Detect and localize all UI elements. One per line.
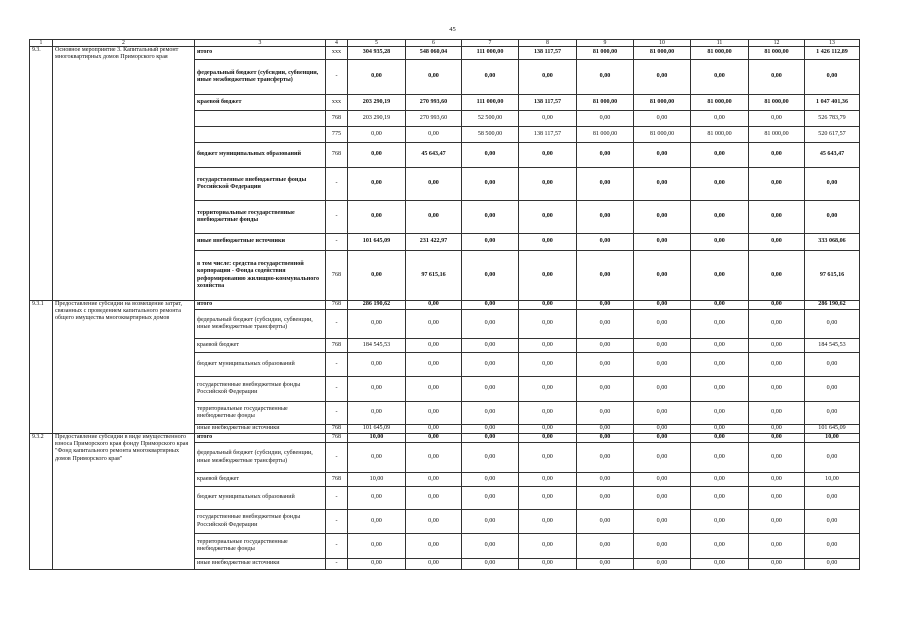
year-value: 0,00 (691, 510, 749, 534)
year-value: 0,00 (634, 201, 691, 234)
funding-source: федеральный бюджет (субсидии, субвенции, иные межбюджетные трансферты) (195, 60, 326, 95)
budget-code: 768 (326, 143, 348, 168)
year-value: 0,00 (749, 425, 805, 434)
funding-source: иные внебюджетные источники (195, 559, 326, 570)
year-value: 0,00 (749, 339, 805, 353)
year-value: 0,00 (691, 487, 749, 510)
year-value: 0,00 (749, 473, 805, 487)
year-value: 0,00 (519, 201, 577, 234)
funding-source: в том числе: средства государственной корпорации - Фонда содействия реформированию жилищно-коммунального хозяйства (195, 251, 326, 301)
year-value: 0,00 (634, 425, 691, 434)
funding-source: территориальные государственные внебюджетные фонды (195, 402, 326, 425)
budget-code: - (326, 487, 348, 510)
year-value: 0,00 (749, 534, 805, 559)
year-value: 138 117,57 (519, 47, 577, 60)
year-value: 0,00 (519, 168, 577, 201)
budget-code: 768 (326, 251, 348, 301)
year-value: 0,00 (519, 301, 577, 310)
column-number-cell: 4 (326, 40, 348, 47)
year-value: 0,00 (462, 201, 519, 234)
column-number-cell: 2 (53, 40, 195, 47)
year-value: 81 000,00 (749, 95, 805, 111)
year-value: 0,00 (519, 111, 577, 127)
year-value: 0,00 (749, 402, 805, 425)
year-value: 81 000,00 (691, 47, 749, 60)
table-row (30, 301, 860, 310)
year-value: 0,00 (348, 251, 406, 301)
funding-source: территориальные государственные внебюджетные фонды (195, 201, 326, 234)
year-value: 304 935,28 (348, 47, 406, 60)
year-value: 0,00 (634, 310, 691, 339)
year-value: 0,00 (519, 251, 577, 301)
year-value: 0,00 (406, 301, 462, 310)
year-value: 0,00 (749, 510, 805, 534)
year-value: 0,00 (519, 143, 577, 168)
year-value: 0,00 (462, 377, 519, 402)
year-value: 0,00 (634, 377, 691, 402)
year-value: 101 645,09 (348, 234, 406, 251)
budget-code: 768 (326, 301, 348, 310)
year-value: 0,00 (634, 111, 691, 127)
year-value: 0,00 (749, 234, 805, 251)
year-value: 270 993,60 (406, 111, 462, 127)
year-value: 52 500,00 (462, 111, 519, 127)
year-value: 0,00 (519, 402, 577, 425)
total-value: 184 545,53 (805, 339, 860, 353)
budget-code: - (326, 60, 348, 95)
year-value: 0,00 (749, 353, 805, 377)
year-value: 0,00 (406, 487, 462, 510)
total-value: 0,00 (805, 201, 860, 234)
year-value: 138 117,57 (519, 127, 577, 143)
total-value: 0,00 (805, 377, 860, 402)
column-number-cell: 11 (691, 40, 749, 47)
column-number-cell: 8 (519, 40, 577, 47)
year-value: 0,00 (577, 234, 634, 251)
year-value: 0,00 (691, 434, 749, 443)
year-value: 0,00 (348, 143, 406, 168)
item-name: Предоставление субсидии в виде имущественного взноса Приморского края фонду Приморского края "Фонд капитального ремонта многоквартирных домов Приморского края" (53, 434, 195, 570)
budget-code: 775 (326, 127, 348, 143)
year-value: 0,00 (348, 353, 406, 377)
year-value: 0,00 (406, 402, 462, 425)
year-value: 81 000,00 (634, 47, 691, 60)
budget-code: - (326, 377, 348, 402)
year-value: 0,00 (348, 534, 406, 559)
year-value: 0,00 (519, 353, 577, 377)
column-number-cell: 10 (634, 40, 691, 47)
year-value: 0,00 (462, 168, 519, 201)
year-value: 0,00 (577, 251, 634, 301)
total-value: 0,00 (805, 487, 860, 510)
year-value: 0,00 (691, 168, 749, 201)
column-number-cell: 5 (348, 40, 406, 47)
year-value: 0,00 (634, 168, 691, 201)
year-value: 0,00 (749, 168, 805, 201)
year-value: 0,00 (462, 60, 519, 95)
year-value: 0,00 (634, 534, 691, 559)
column-number-cell: 3 (195, 40, 326, 47)
year-value: 0,00 (634, 234, 691, 251)
year-value: 45 643,47 (406, 143, 462, 168)
year-value: 0,00 (519, 434, 577, 443)
year-value: 0,00 (577, 443, 634, 473)
year-value: 81 000,00 (577, 127, 634, 143)
funding-source (195, 127, 326, 143)
budget-code: - (326, 510, 348, 534)
total-value: 45 643,47 (805, 143, 860, 168)
year-value: 0,00 (348, 559, 406, 570)
budget-code: xxx (326, 47, 348, 60)
column-number-row (30, 40, 860, 47)
year-value: 0,00 (462, 143, 519, 168)
year-value: 0,00 (634, 487, 691, 510)
year-value: 0,00 (462, 443, 519, 473)
year-value: 0,00 (406, 434, 462, 443)
year-value: 0,00 (634, 559, 691, 570)
year-value: 0,00 (691, 353, 749, 377)
total-value: 0,00 (805, 60, 860, 95)
year-value: 0,00 (348, 127, 406, 143)
total-value: 526 783,79 (805, 111, 860, 127)
year-value: 0,00 (519, 425, 577, 434)
year-value: 0,00 (406, 377, 462, 402)
year-value: 0,00 (519, 339, 577, 353)
budget-code: 768 (326, 473, 348, 487)
year-value: 0,00 (634, 402, 691, 425)
year-value: 203 290,19 (348, 111, 406, 127)
budget-code: - (326, 201, 348, 234)
year-value: 81 000,00 (577, 95, 634, 111)
total-value: 0,00 (805, 443, 860, 473)
year-value: 0,00 (519, 473, 577, 487)
year-value: 0,00 (691, 251, 749, 301)
funding-source (195, 111, 326, 127)
year-value: 0,00 (749, 301, 805, 310)
item-number: 9.3.2 (30, 434, 53, 570)
year-value: 0,00 (519, 487, 577, 510)
budget-code: 768 (326, 434, 348, 443)
year-value: 0,00 (577, 301, 634, 310)
year-value: 184 545,53 (348, 339, 406, 353)
year-value: 0,00 (691, 111, 749, 127)
funding-source: иные внебюджетные источники (195, 425, 326, 434)
year-value: 0,00 (749, 111, 805, 127)
total-value: 0,00 (805, 559, 860, 570)
year-value: 0,00 (462, 339, 519, 353)
year-value: 0,00 (634, 443, 691, 473)
year-value: 0,00 (577, 201, 634, 234)
year-value: 0,00 (406, 559, 462, 570)
year-value: 0,00 (691, 534, 749, 559)
year-value: 0,00 (462, 251, 519, 301)
year-value: 0,00 (577, 510, 634, 534)
year-value: 0,00 (462, 353, 519, 377)
year-value: 0,00 (406, 353, 462, 377)
year-value: 0,00 (519, 559, 577, 570)
year-value: 0,00 (462, 301, 519, 310)
year-value: 0,00 (577, 168, 634, 201)
year-value: 270 993,60 (406, 95, 462, 111)
total-value: 101 645,09 (805, 425, 860, 434)
year-value: 0,00 (462, 402, 519, 425)
budget-code: - (326, 310, 348, 339)
budget-code: - (326, 443, 348, 473)
year-value: 0,00 (691, 377, 749, 402)
year-value: 0,00 (634, 301, 691, 310)
year-value: 231 422,97 (406, 234, 462, 251)
year-value: 0,00 (462, 434, 519, 443)
funding-source: итого (195, 47, 326, 60)
year-value: 0,00 (462, 534, 519, 559)
total-value: 1 047 401,36 (805, 95, 860, 111)
column-number-cell: 7 (462, 40, 519, 47)
funding-source: краевой бюджет (195, 473, 326, 487)
column-number-cell: 6 (406, 40, 462, 47)
year-value: 0,00 (634, 143, 691, 168)
year-value: 0,00 (749, 310, 805, 339)
total-value: 333 068,06 (805, 234, 860, 251)
year-value: 0,00 (691, 443, 749, 473)
year-value: 0,00 (577, 111, 634, 127)
table-row (30, 47, 860, 60)
year-value: 0,00 (749, 60, 805, 95)
year-value: 0,00 (691, 559, 749, 570)
year-value: 0,00 (519, 310, 577, 339)
year-value: 548 060,04 (406, 47, 462, 60)
total-value: 1 426 112,89 (805, 47, 860, 60)
year-value: 0,00 (406, 443, 462, 473)
total-value: 0,00 (805, 168, 860, 201)
year-value: 0,00 (406, 339, 462, 353)
year-value: 0,00 (577, 60, 634, 95)
funding-source: федеральный бюджет (субсидии, субвенции, иные межбюджетные трансферты) (195, 310, 326, 339)
year-value: 0,00 (577, 425, 634, 434)
year-value: 0,00 (348, 168, 406, 201)
year-value: 0,00 (691, 473, 749, 487)
year-value: 0,00 (348, 60, 406, 95)
item-number: 9.3.1 (30, 301, 53, 434)
total-value: 0,00 (805, 534, 860, 559)
column-number-cell: 1 (30, 40, 53, 47)
funding-source: государственные внебюджетные фонды Российской Федерации (195, 377, 326, 402)
total-value: 520 617,57 (805, 127, 860, 143)
funding-source: краевой бюджет (195, 339, 326, 353)
year-value: 81 000,00 (577, 47, 634, 60)
item-name: Предоставление субсидии на возмещение затрат, связанных с проведением капитального ремонта общего имущества многоквартирных домов (53, 301, 195, 434)
funding-source: бюджет муниципальных образований (195, 353, 326, 377)
item-name: Основное мероприятие 3. Капитальный ремонт многоквартирных домов Приморского края (53, 47, 195, 301)
year-value: 0,00 (519, 443, 577, 473)
year-value: 81 000,00 (749, 47, 805, 60)
year-value: 0,00 (691, 339, 749, 353)
funding-source: бюджет муниципальных образований (195, 487, 326, 510)
year-value: 0,00 (577, 310, 634, 339)
funding-source: иные внебюджетные источники (195, 234, 326, 251)
year-value: 286 190,62 (348, 301, 406, 310)
total-value: 10,00 (805, 434, 860, 443)
year-value: 0,00 (462, 310, 519, 339)
total-value: 10,00 (805, 473, 860, 487)
year-value: 0,00 (406, 534, 462, 559)
year-value: 0,00 (348, 443, 406, 473)
funding-source: федеральный бюджет (субсидии, субвенции, иные межбюджетные трансферты) (195, 443, 326, 473)
year-value: 0,00 (577, 143, 634, 168)
year-value: 0,00 (348, 510, 406, 534)
year-value: 10,00 (348, 434, 406, 443)
year-value: 0,00 (691, 201, 749, 234)
year-value: 0,00 (577, 339, 634, 353)
year-value: 0,00 (577, 402, 634, 425)
year-value: 0,00 (577, 353, 634, 377)
year-value: 0,00 (749, 143, 805, 168)
year-value: 0,00 (406, 310, 462, 339)
year-value: 0,00 (634, 339, 691, 353)
funding-source: краевой бюджет (195, 95, 326, 111)
year-value: 0,00 (348, 487, 406, 510)
year-value: 0,00 (634, 510, 691, 534)
year-value: 0,00 (691, 425, 749, 434)
budget-code: 768 (326, 339, 348, 353)
year-value: 0,00 (749, 443, 805, 473)
table-row (30, 434, 860, 443)
year-value: 0,00 (348, 310, 406, 339)
year-value: 81 000,00 (634, 127, 691, 143)
year-value: 0,00 (634, 434, 691, 443)
year-value: 0,00 (577, 534, 634, 559)
year-value: 0,00 (406, 201, 462, 234)
year-value: 101 645,09 (348, 425, 406, 434)
year-value: 10,00 (348, 473, 406, 487)
year-value: 0,00 (348, 201, 406, 234)
total-value: 286 190,62 (805, 301, 860, 310)
column-number-cell: 12 (749, 40, 805, 47)
year-value: 0,00 (749, 559, 805, 570)
total-value: 97 615,16 (805, 251, 860, 301)
year-value: 0,00 (519, 234, 577, 251)
budget-code: xxx (326, 95, 348, 111)
year-value: 0,00 (577, 487, 634, 510)
year-value: 0,00 (691, 301, 749, 310)
item-number: 9.3. (30, 47, 53, 301)
budget-code: - (326, 234, 348, 251)
year-value: 0,00 (691, 234, 749, 251)
year-value: 0,00 (462, 473, 519, 487)
year-value: 0,00 (348, 402, 406, 425)
year-value: 0,00 (406, 425, 462, 434)
total-value: 0,00 (805, 353, 860, 377)
year-value: 0,00 (749, 251, 805, 301)
year-value: 0,00 (348, 377, 406, 402)
year-value: 0,00 (691, 60, 749, 95)
year-value: 0,00 (519, 534, 577, 559)
total-value: 0,00 (805, 310, 860, 339)
budget-code: - (326, 402, 348, 425)
year-value: 81 000,00 (634, 95, 691, 111)
budget-table (29, 39, 860, 570)
year-value: 0,00 (519, 377, 577, 402)
year-value: 0,00 (634, 60, 691, 95)
funding-source: итого (195, 434, 326, 443)
year-value: 0,00 (406, 510, 462, 534)
funding-source: бюджет муниципальных образований (195, 143, 326, 168)
year-value: 0,00 (462, 234, 519, 251)
funding-source: государственные внебюджетные фонды Российской Федерации (195, 510, 326, 534)
total-value: 0,00 (805, 510, 860, 534)
page-number: 45 (449, 26, 456, 33)
budget-code: - (326, 353, 348, 377)
year-value: 81 000,00 (691, 95, 749, 111)
budget-code: - (326, 559, 348, 570)
year-value: 0,00 (406, 168, 462, 201)
year-value: 0,00 (406, 127, 462, 143)
funding-source: итого (195, 301, 326, 310)
year-value: 111 000,00 (462, 47, 519, 60)
year-value: 0,00 (691, 143, 749, 168)
funding-source: государственные внебюджетные фонды Российской Федерации (195, 168, 326, 201)
year-value: 58 500,00 (462, 127, 519, 143)
year-value: 0,00 (406, 473, 462, 487)
year-value: 0,00 (577, 559, 634, 570)
year-value: 0,00 (462, 487, 519, 510)
budget-code: - (326, 534, 348, 559)
year-value: 0,00 (406, 60, 462, 95)
year-value: 81 000,00 (749, 127, 805, 143)
year-value: 0,00 (634, 473, 691, 487)
year-value: 0,00 (519, 60, 577, 95)
year-value: 0,00 (691, 402, 749, 425)
year-value: 81 000,00 (691, 127, 749, 143)
year-value: 0,00 (634, 353, 691, 377)
budget-code: - (326, 168, 348, 201)
budget-code: 768 (326, 425, 348, 434)
year-value: 0,00 (577, 434, 634, 443)
year-value: 0,00 (749, 487, 805, 510)
funding-source: территориальные государственные внебюджетные фонды (195, 534, 326, 559)
year-value: 0,00 (691, 310, 749, 339)
year-value: 97 615,16 (406, 251, 462, 301)
year-value: 0,00 (577, 473, 634, 487)
year-value: 0,00 (462, 510, 519, 534)
year-value: 0,00 (749, 201, 805, 234)
total-value: 0,00 (805, 402, 860, 425)
column-number-cell: 13 (805, 40, 860, 47)
year-value: 0,00 (577, 377, 634, 402)
year-value: 0,00 (519, 510, 577, 534)
year-value: 203 290,19 (348, 95, 406, 111)
year-value: 0,00 (462, 425, 519, 434)
year-value: 138 117,57 (519, 95, 577, 111)
year-value: 0,00 (634, 251, 691, 301)
year-value: 0,00 (749, 377, 805, 402)
column-number-cell: 9 (577, 40, 634, 47)
year-value: 0,00 (749, 434, 805, 443)
budget-code: 768 (326, 111, 348, 127)
year-value: 111 000,00 (462, 95, 519, 111)
year-value: 0,00 (462, 559, 519, 570)
